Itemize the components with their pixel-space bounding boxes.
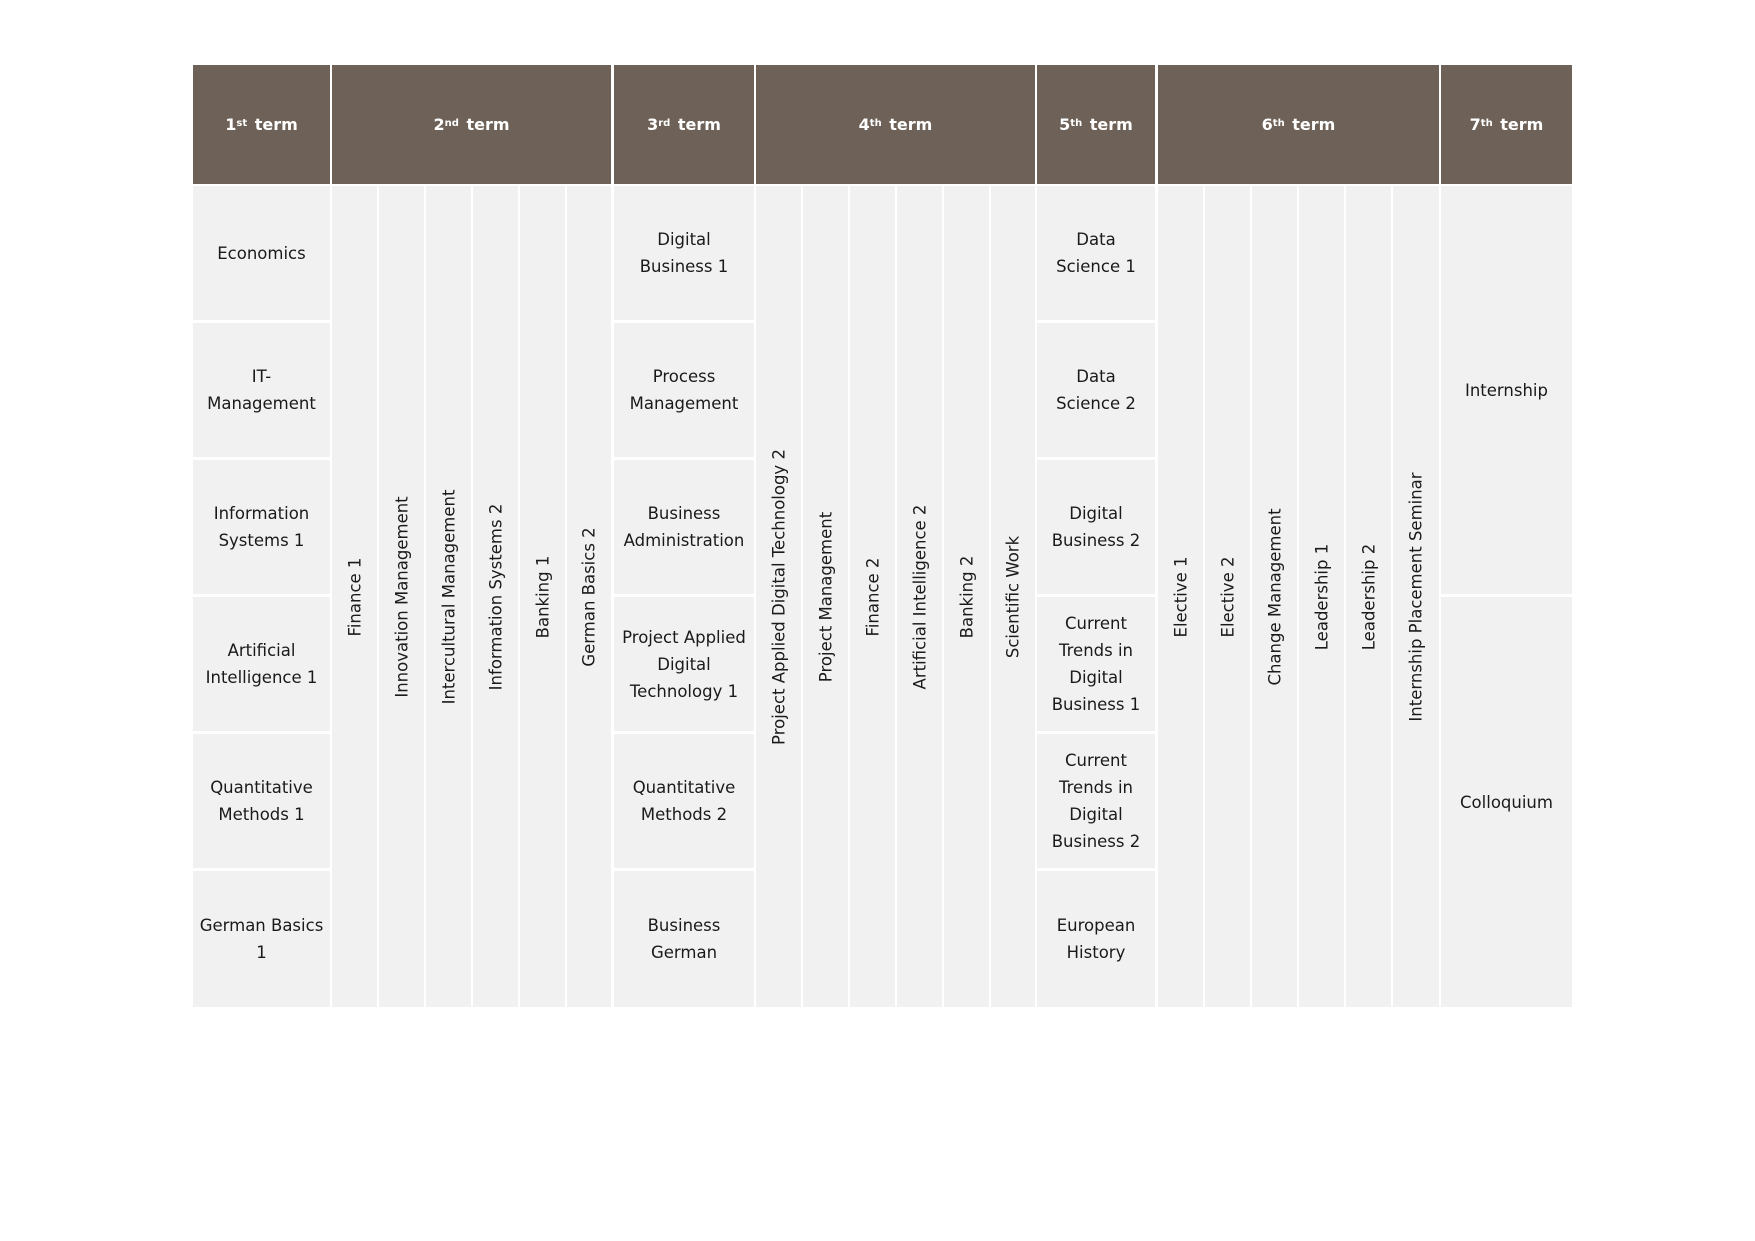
- term-4-header: 4 $^{th}$ term: [756, 65, 1035, 184]
- course-label: Leadership 2: [1359, 543, 1378, 650]
- term-6-course-cell: [1158, 186, 1203, 1007]
- term-1-header: 1 $^{st}$ term: [193, 65, 330, 184]
- term-5-course-cell: Current Trends in Digital Business 1: [1037, 597, 1155, 731]
- term-5-course-cell: Digital Business 2: [1037, 460, 1155, 594]
- course-label: Project Applied Digital Technology 2: [769, 448, 788, 745]
- course-label: Finance 2: [863, 557, 882, 636]
- term-1-course-cell: Quantitative Methods 1: [193, 734, 330, 868]
- term-4-course-cell: [897, 186, 942, 1007]
- term-5-course-cell: European History: [1037, 871, 1155, 1007]
- course-label: Internship Placement Seminar: [1406, 471, 1426, 722]
- term-6-course-cell: [1346, 186, 1391, 1007]
- course-label: Finance 1: [345, 557, 364, 636]
- term-6-course-cell: [1299, 186, 1344, 1007]
- course-label: Elective 1: [1171, 556, 1190, 637]
- term-5-course-cell: Data Science 1: [1037, 186, 1155, 320]
- term-1-course-cell: Artificial Intelligence 1: [193, 597, 330, 731]
- term-2-course-cell: [520, 186, 565, 1007]
- course-label: Artificial Intelligence 2: [910, 504, 929, 689]
- term-5-course-cell: Current Trends in Digital Business 2: [1037, 734, 1155, 868]
- term-2-course-cell: [332, 186, 377, 1007]
- term-2-course-cell: [567, 186, 611, 1007]
- term-3-course-cell: Quantitative Methods 2: [614, 734, 754, 868]
- course-label: Banking 1: [533, 555, 552, 638]
- term-3-header: 3 $^{rd}$ term: [614, 65, 754, 184]
- term-2-course-cell: [473, 186, 518, 1007]
- term-4-course-cell: [991, 186, 1035, 1007]
- term-5-course-cell: Data Science 2: [1037, 323, 1155, 457]
- term-2-course-cell: [379, 186, 424, 1007]
- term-2-header: 2 $^{nd}$ term: [332, 65, 611, 184]
- term-1-course-cell: IT-Management: [193, 323, 330, 457]
- course-label: Project Management: [816, 511, 835, 682]
- term-3-course-cell: Process Management: [614, 323, 754, 457]
- term-6-course-cell: [1252, 186, 1297, 1007]
- term-4-course-cell: [803, 186, 848, 1007]
- course-label: Change Management: [1265, 507, 1284, 686]
- course-label: German Basics 2: [579, 526, 599, 667]
- course-label: Information Systems 2: [486, 503, 505, 690]
- term-3-course-cell: Digital Business 1: [614, 186, 754, 320]
- term-6-header: 6 $^{th}$ term: [1158, 65, 1439, 184]
- course-label: Leadership 1: [1312, 543, 1331, 650]
- term-3-course-cell: Business German: [614, 871, 754, 1007]
- term-7-course-cell: Internship: [1441, 186, 1572, 594]
- term-3-course-cell: Business Administration: [614, 460, 754, 594]
- term-7-header: 7 $^{th}$ term: [1441, 65, 1572, 184]
- term-2-course-cell: [426, 186, 471, 1007]
- term-5-header: 5 $^{th}$ term: [1037, 65, 1155, 184]
- term-4-course-cell: [850, 186, 895, 1007]
- course-label: Innovation Management: [392, 495, 411, 698]
- course-label: Elective 2: [1218, 556, 1237, 637]
- course-label: Intercultural Management: [439, 489, 458, 704]
- course-label: Banking 2: [957, 555, 976, 638]
- term-1-course-cell: Economics: [193, 186, 330, 320]
- term-6-course-cell: [1205, 186, 1250, 1007]
- course-label: Scientific Work: [1003, 535, 1023, 658]
- term-4-course-cell: [756, 186, 801, 1007]
- term-6-course-cell: [1393, 186, 1439, 1007]
- term-7-course-cell: Colloquium: [1441, 597, 1572, 1007]
- term-1-course-cell: Information Systems 1: [193, 460, 330, 594]
- term-4-course-cell: [944, 186, 989, 1007]
- term-1-course-cell: German Basics 1: [193, 871, 330, 1007]
- term-3-course-cell: Project Applied Digital Technology 1: [614, 597, 754, 731]
